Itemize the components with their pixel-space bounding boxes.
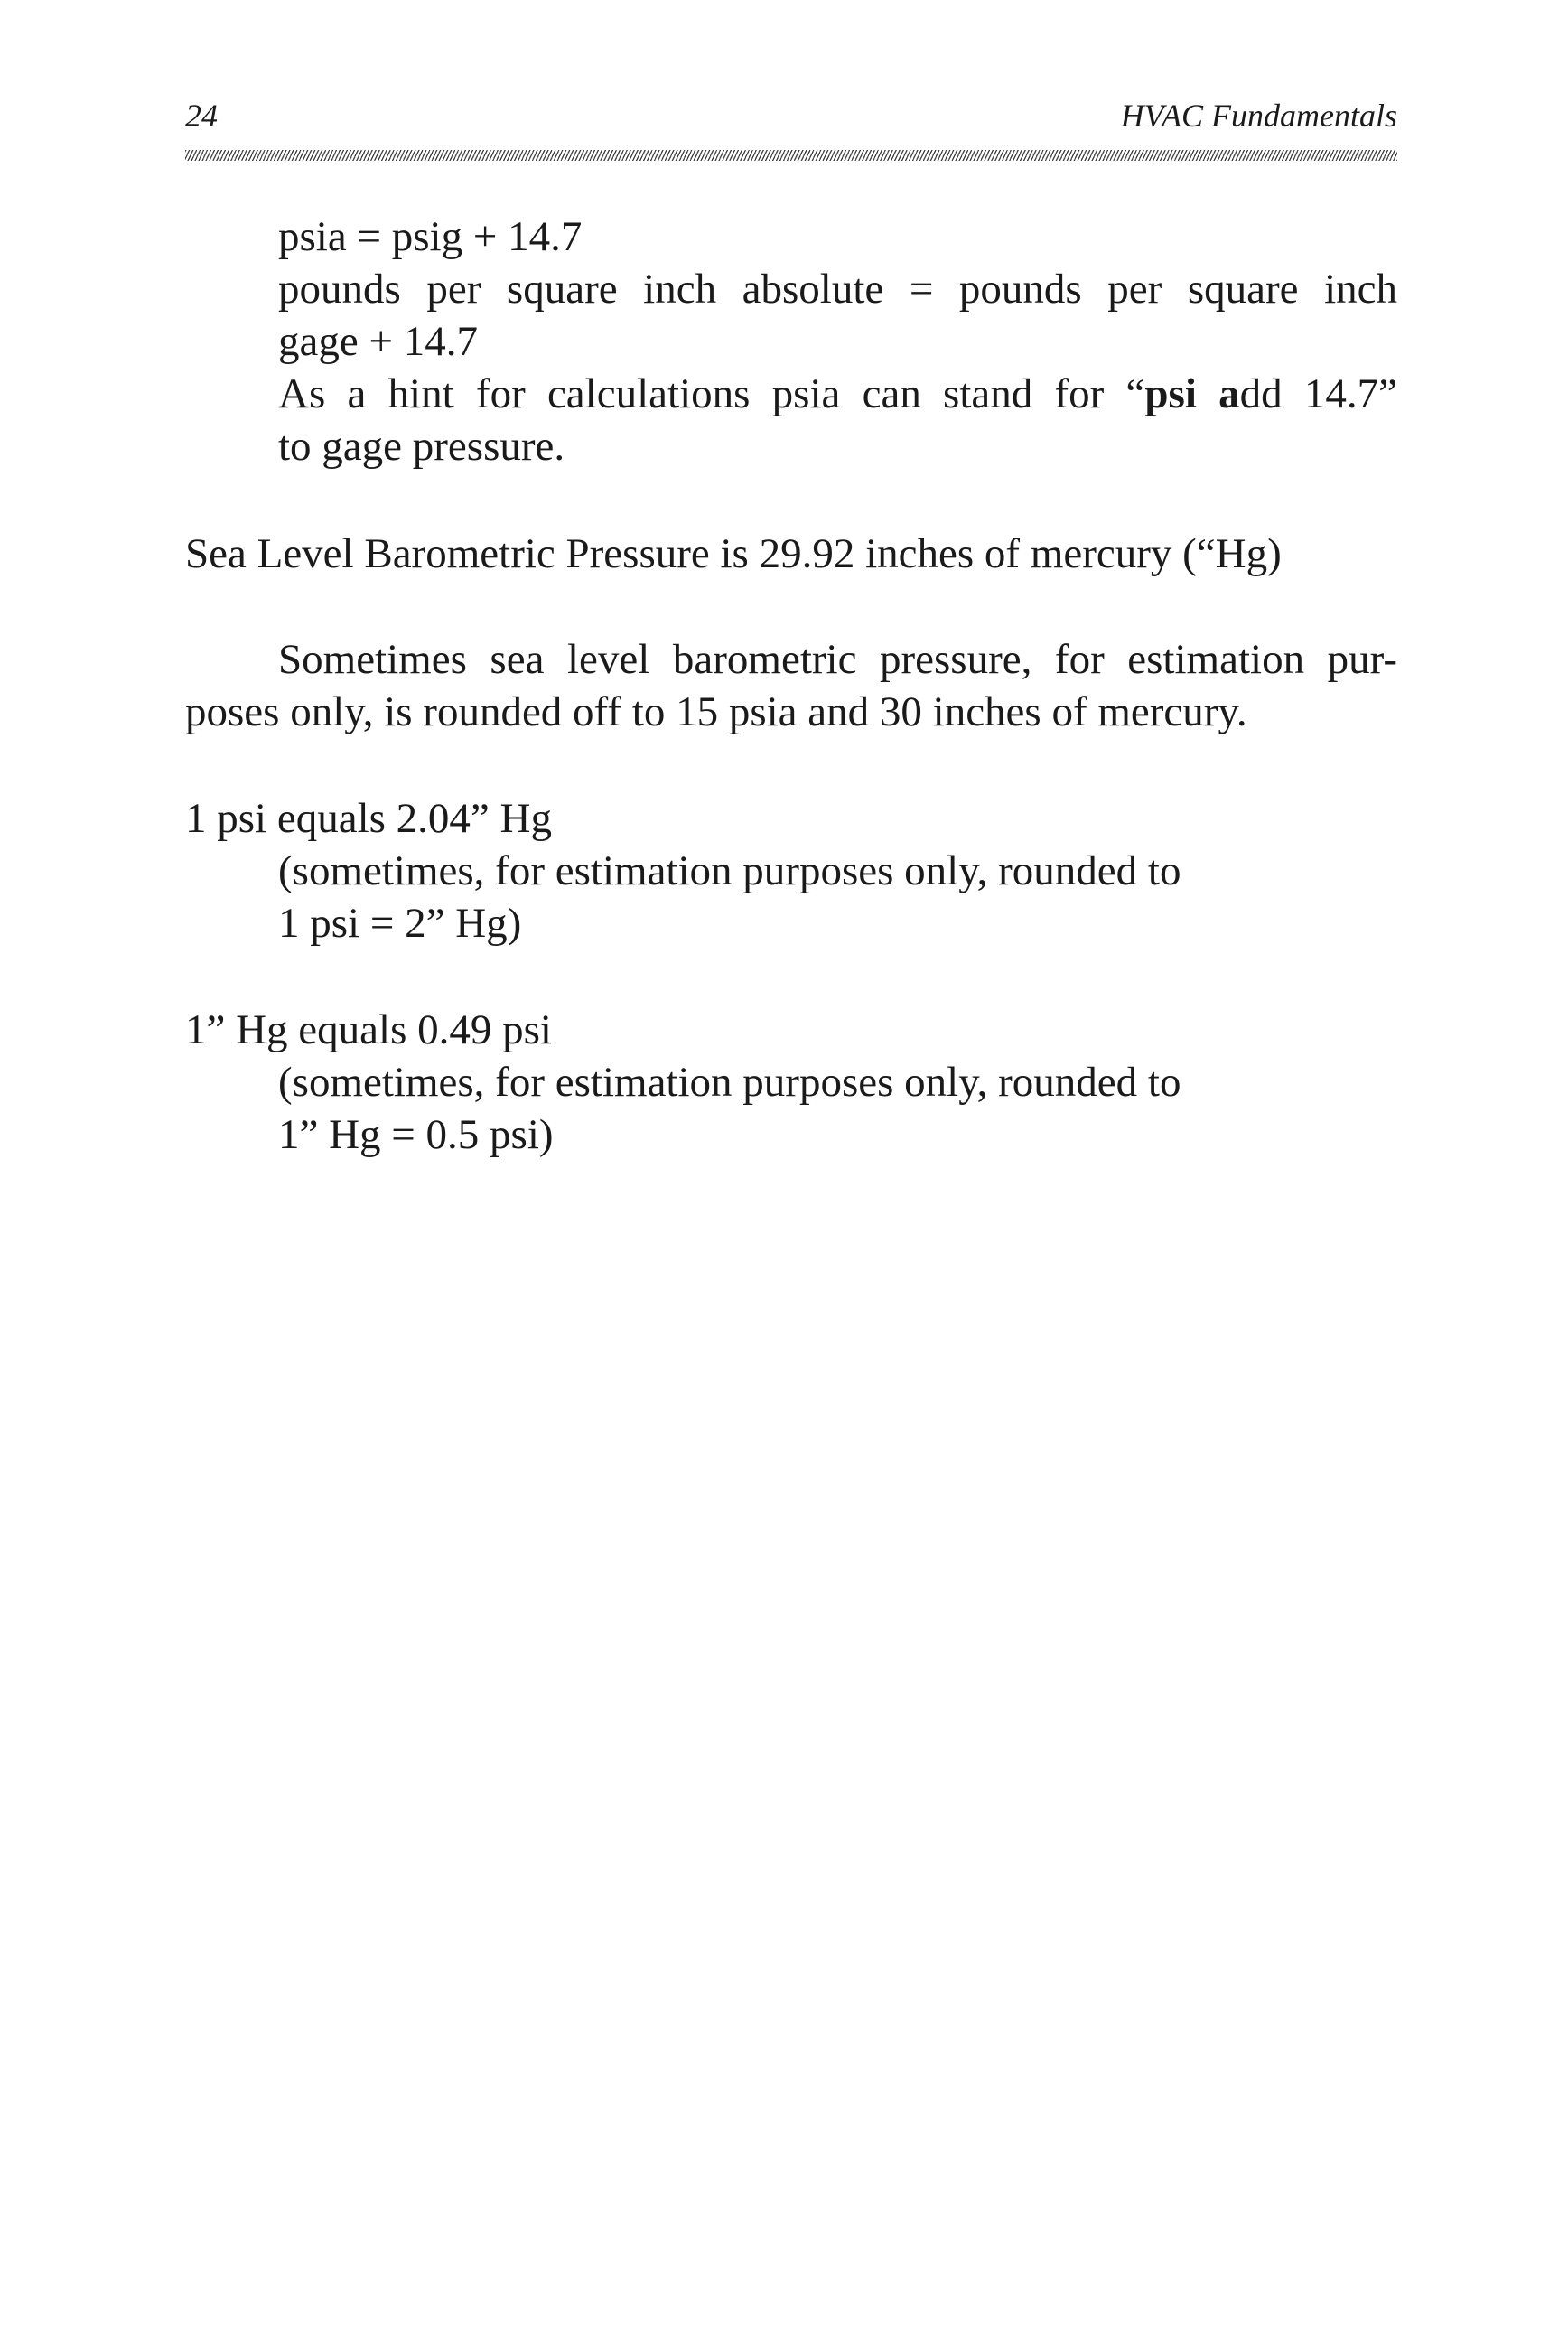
page-number: 24 [185, 98, 218, 134]
formula-pounds-line-2: gage + 14.7 [278, 318, 478, 365]
header-hatch-rule [185, 150, 1397, 161]
psia-hint-line-1 [278, 368, 1397, 420]
hint-text-after: dd 14.7” [1239, 370, 1397, 417]
psi-to-hg-note-line-2: 1 psi = 2” Hg) [278, 900, 522, 947]
estimation-paragraph-line-1: Sometimes sea level barometric pressure, for estimation pur- [278, 636, 1397, 683]
psi-to-hg-conversion: 1 psi equals 2.04” Hg [185, 795, 552, 842]
estimation-paragraph-line-2: poses only, is rounded off to 15 psia and 30 inches of mercury. [185, 688, 1247, 735]
psia-hint-line-2: to gage pressure. [278, 423, 565, 470]
hint-bold-psi-a: psi a [1144, 370, 1240, 417]
hg-to-psi-note-line-1: (sometimes, for estimation purposes only, rounded to [278, 1059, 1181, 1106]
running-head [185, 93, 1397, 138]
hint-text-before: As a hint for calculations psia can stand for “ [278, 370, 1145, 417]
formula-pounds-line-1: pounds per square inch absolute = pounds per square inch [278, 266, 1397, 313]
hg-to-psi-note-line-2: 1” Hg = 0.5 psi) [278, 1111, 554, 1158]
hg-to-psi-conversion: 1” Hg equals 0.49 psi [185, 1006, 552, 1053]
running-title: HVAC Fundamentals [1120, 98, 1397, 134]
formula-psia: psia = psig + 14.7 [278, 213, 583, 260]
psi-to-hg-note-line-1: (sometimes, for estimation purposes only, rounded to [278, 847, 1181, 894]
sea-level-pressure: Sea Level Barometric Pressure is 29.92 inches of mercury (“Hg) [185, 530, 1282, 577]
